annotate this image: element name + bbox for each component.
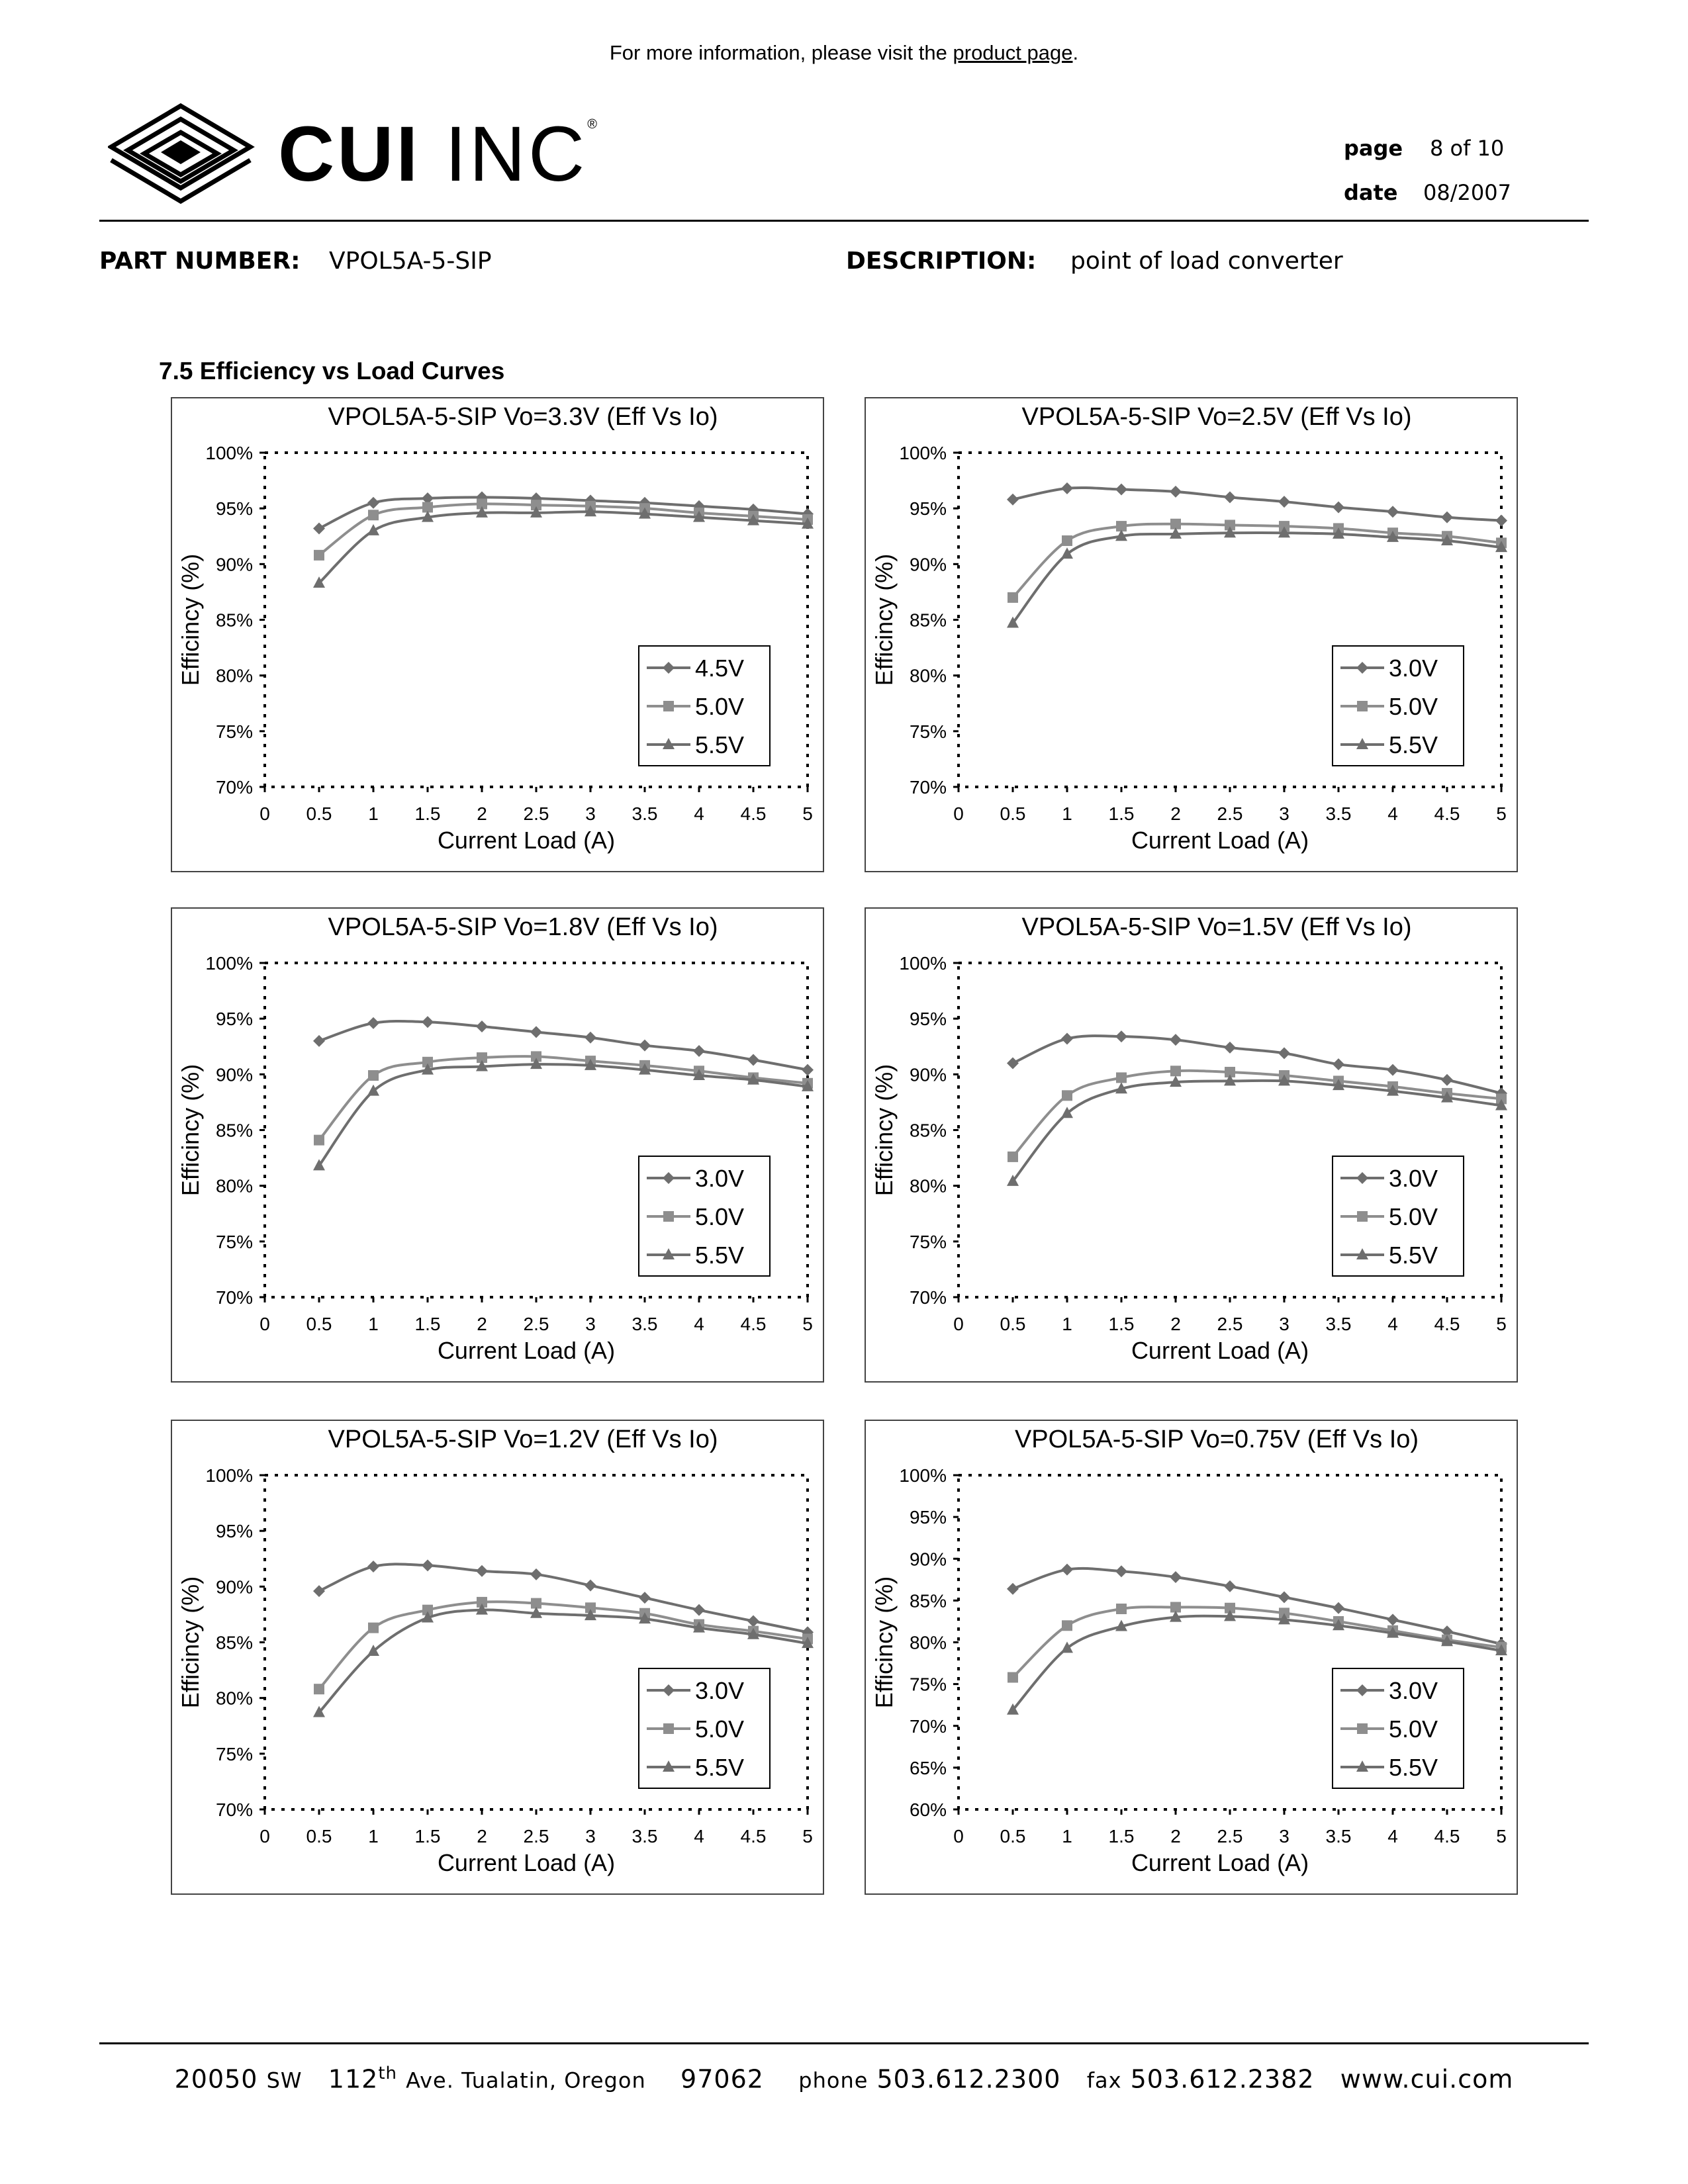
y-tick-label: 80%	[909, 1175, 947, 1197]
y-tick-label: 85%	[215, 1632, 253, 1653]
y-tick-label: 75%	[909, 721, 947, 742]
description-value: point of load converter	[1070, 248, 1343, 275]
y-tick-label: 80%	[215, 1688, 253, 1709]
data-point	[314, 550, 324, 561]
description-label: DESCRIPTION:	[846, 248, 1037, 275]
chart-title: VPOL5A-5-SIP Vo=1.2V (Eff Vs Io)	[328, 1426, 718, 1453]
x-axis-label: Current Load (A)	[1131, 1337, 1309, 1364]
note-suffix: .	[1072, 41, 1079, 64]
x-tick-label: 3	[585, 1314, 596, 1334]
legend-marker	[663, 1723, 674, 1734]
legend-label: 5.5V	[1389, 1242, 1438, 1269]
y-axis-label: Efficincy (%)	[870, 1064, 898, 1197]
data-point	[1007, 494, 1019, 506]
x-tick-label: 3.5	[1325, 803, 1352, 824]
x-tick-label: 3	[585, 803, 596, 824]
y-axis-label: Efficincy (%)	[870, 1576, 898, 1709]
chart-panel-vo-1.5v	[865, 907, 1518, 1383]
data-point	[1061, 1564, 1073, 1576]
legend-marker	[1357, 1211, 1368, 1222]
legend-label: 5.5V	[695, 1242, 745, 1269]
data-point	[1115, 484, 1127, 496]
series-line	[319, 1064, 808, 1165]
y-tick-label: 75%	[215, 721, 253, 742]
x-tick-label: 1.5	[1108, 1314, 1135, 1334]
legend-label: 5.0V	[695, 1715, 745, 1743]
y-tick-label: 95%	[909, 1009, 947, 1030]
data-point	[1333, 1058, 1344, 1070]
x-tick-label: 0.5	[1000, 1314, 1026, 1334]
y-tick-label: 70%	[215, 1799, 253, 1820]
x-tick-label: 0.5	[1000, 803, 1026, 824]
data-point	[1061, 482, 1073, 494]
legend-label: 5.5V	[695, 1754, 745, 1781]
footer-divider	[99, 2042, 1589, 2044]
series-line	[1013, 488, 1501, 521]
legend-label: 5.0V	[1389, 693, 1438, 720]
x-axis-label: Current Load (A)	[437, 1849, 616, 1876]
data-point	[1008, 592, 1018, 603]
x-tick-label: 2.5	[523, 803, 549, 824]
y-tick-label: 70%	[215, 1287, 253, 1308]
x-tick-label: 1.5	[414, 1314, 441, 1334]
legend-label: 5.5V	[695, 731, 745, 758]
y-tick-label: 85%	[909, 1590, 947, 1612]
x-axis-label: Current Load (A)	[1131, 1849, 1309, 1876]
data-point	[1387, 1064, 1399, 1076]
footer-zip: 97062	[680, 2064, 764, 2094]
chart-title: VPOL5A-5-SIP Vo=3.3V (Eff Vs Io)	[328, 403, 718, 431]
data-point	[530, 1569, 542, 1580]
product-page-note	[0, 41, 1688, 65]
x-tick-label: 3.5	[632, 1826, 658, 1846]
x-tick-label: 1.5	[1108, 1826, 1135, 1846]
legend-label: 4.5V	[695, 655, 745, 682]
data-point	[367, 1561, 379, 1572]
series-line	[1013, 1569, 1501, 1644]
data-point	[314, 1684, 324, 1694]
x-tick-label: 5	[1496, 1826, 1507, 1846]
logo-wordmark	[278, 109, 600, 199]
x-tick-label: 2	[1170, 1826, 1181, 1846]
data-point	[693, 1045, 705, 1057]
x-tick-label: 2.5	[1217, 1826, 1243, 1846]
x-tick-label: 0.5	[306, 1314, 332, 1334]
data-point	[1062, 1620, 1072, 1631]
footer-fax-label: fax	[1086, 2068, 1122, 2093]
y-tick-label: 90%	[909, 1064, 947, 1085]
x-tick-label: 1.5	[414, 1826, 441, 1846]
x-tick-label: 3.5	[632, 803, 658, 824]
series-line	[319, 1564, 808, 1632]
x-tick-label: 3.5	[1325, 1314, 1352, 1334]
y-tick-label: 90%	[215, 1064, 253, 1085]
legend-label: 5.5V	[1389, 1754, 1438, 1781]
footer-fax-value: 503.612.2382	[1130, 2064, 1315, 2094]
chart-title: VPOL5A-5-SIP Vo=1.8V (Eff Vs Io)	[328, 913, 718, 941]
x-tick-label: 0.5	[306, 803, 332, 824]
y-tick-label: 80%	[909, 665, 947, 686]
legend-label: 5.0V	[1389, 1203, 1438, 1230]
data-point	[1116, 1072, 1127, 1083]
note-prefix: For more information, please visit the	[609, 41, 947, 64]
y-tick-label: 70%	[909, 1287, 947, 1308]
y-tick-label: 90%	[909, 1549, 947, 1570]
data-point	[585, 1580, 596, 1592]
y-tick-label: 100%	[899, 443, 947, 463]
data-point	[1115, 1030, 1127, 1042]
y-tick-label: 100%	[205, 1465, 253, 1486]
footer-street-num: 20050	[174, 2064, 258, 2094]
x-tick-label: 3	[1279, 1826, 1289, 1846]
data-point	[476, 1565, 488, 1577]
chart-title: VPOL5A-5-SIP Vo=0.75V (Eff Vs Io)	[1014, 1426, 1419, 1453]
x-tick-label: 4.5	[1434, 803, 1460, 824]
y-tick-label: 80%	[909, 1632, 947, 1653]
y-tick-label: 75%	[215, 1743, 253, 1764]
footer-street-dir: SW	[266, 2068, 303, 2093]
part-number-label: PART NUMBER:	[99, 248, 301, 275]
x-axis-label: Current Load (A)	[437, 827, 616, 854]
product-page-link[interactable]: product page	[953, 41, 1073, 64]
data-point	[313, 1035, 325, 1047]
data-point	[1224, 491, 1236, 503]
legend-label: 3.0V	[695, 1677, 745, 1704]
x-tick-label: 2.5	[523, 1826, 549, 1846]
x-tick-label: 1	[368, 1314, 379, 1334]
series-3.0V	[1007, 482, 1507, 527]
page-label: page	[1344, 136, 1403, 161]
data-point	[1333, 1602, 1344, 1614]
y-tick-label: 95%	[215, 498, 253, 520]
series-line	[1013, 524, 1501, 598]
y-tick-label: 70%	[909, 1715, 947, 1737]
registered-mark: ®	[587, 117, 600, 132]
series-line	[1013, 1071, 1501, 1157]
legend-label: 3.0V	[1389, 1165, 1438, 1192]
data-point	[1387, 506, 1399, 518]
date-label: date	[1344, 180, 1398, 205]
data-point	[313, 1585, 325, 1597]
x-tick-label: 2	[477, 803, 487, 824]
x-tick-label: 5	[802, 803, 813, 824]
x-tick-label: 3.5	[1325, 1826, 1352, 1846]
y-tick-label: 70%	[909, 777, 947, 797]
y-tick-label: 75%	[909, 1231, 947, 1252]
data-point	[1008, 1152, 1018, 1162]
y-axis-label: Efficincy (%)	[177, 553, 204, 686]
data-point	[368, 510, 379, 520]
x-tick-label: 2	[1170, 803, 1181, 824]
y-axis-label: Efficincy (%)	[177, 1064, 204, 1197]
data-point	[639, 1592, 651, 1604]
data-point	[1495, 515, 1507, 527]
data-point	[1170, 486, 1182, 498]
y-axis-label: Efficincy (%)	[870, 553, 898, 686]
data-point	[1062, 1090, 1072, 1101]
data-point	[1170, 1571, 1182, 1583]
x-axis-label: Current Load (A)	[1131, 827, 1309, 854]
chart-panel-vo-1.8v	[171, 907, 824, 1383]
legend-label: 5.5V	[1389, 731, 1438, 758]
y-axis-label: Efficincy (%)	[177, 1576, 204, 1709]
data-point	[1387, 1614, 1399, 1625]
footer-phone-label: phone	[798, 2068, 868, 2093]
header-divider	[99, 220, 1589, 222]
data-point	[530, 1026, 542, 1038]
x-tick-label: 0	[259, 1826, 270, 1846]
x-tick-label: 4.5	[740, 1826, 767, 1846]
data-point	[1061, 547, 1073, 559]
y-tick-label: 60%	[909, 1799, 947, 1820]
data-point	[1115, 1565, 1127, 1577]
x-axis-label: Current Load (A)	[437, 1337, 616, 1364]
x-tick-label: 3	[585, 1826, 596, 1846]
chart-panel-vo-0.75v	[865, 1420, 1518, 1895]
x-tick-label: 4	[1387, 1826, 1398, 1846]
y-tick-label: 90%	[909, 554, 947, 575]
data-point	[367, 1017, 379, 1029]
y-tick-label: 75%	[215, 1231, 253, 1252]
y-tick-label: 90%	[215, 554, 253, 575]
data-point	[802, 1064, 814, 1076]
x-tick-label: 4.5	[1434, 1314, 1460, 1334]
data-point	[313, 522, 325, 534]
data-point	[1170, 1034, 1182, 1046]
x-tick-label: 2.5	[1217, 1314, 1243, 1334]
x-tick-label: 4.5	[740, 1314, 767, 1334]
data-point	[1007, 1058, 1019, 1069]
y-tick-label: 85%	[909, 1120, 947, 1141]
legend-marker	[1357, 1723, 1368, 1734]
data-point	[1441, 512, 1453, 523]
data-point	[422, 1559, 434, 1571]
x-tick-label: 5	[802, 1826, 813, 1846]
data-point	[476, 1021, 488, 1032]
chart-title: VPOL5A-5-SIP Vo=1.5V (Eff Vs Io)	[1021, 913, 1412, 941]
data-point	[1008, 1672, 1018, 1683]
data-point	[639, 1040, 651, 1052]
footer-ave-rest: Ave. Tualatin, Oregon	[406, 2068, 646, 2093]
y-tick-label: 65%	[909, 1757, 947, 1778]
data-point	[1062, 535, 1072, 546]
data-point	[1007, 1583, 1019, 1595]
y-tick-label: 100%	[899, 953, 947, 974]
x-tick-label: 1	[368, 803, 379, 824]
x-tick-label: 2.5	[523, 1314, 549, 1334]
data-point	[1441, 1074, 1453, 1086]
x-tick-label: 4	[1387, 803, 1398, 824]
legend-label: 5.0V	[695, 693, 745, 720]
x-tick-label: 4	[694, 1314, 704, 1334]
data-point	[1061, 1641, 1073, 1653]
series-3.0V	[1007, 1030, 1507, 1099]
footer-ave-num: 112	[328, 2064, 379, 2094]
x-tick-label: 1	[1062, 1314, 1072, 1334]
footer-ave-sup: th	[378, 2064, 397, 2083]
chart-title: VPOL5A-5-SIP Vo=2.5V (Eff Vs Io)	[1021, 403, 1412, 431]
series-3.0V	[313, 1559, 814, 1638]
data-point	[1224, 1042, 1236, 1054]
y-tick-label: 95%	[909, 498, 947, 520]
chart-vo-1.5v	[866, 909, 1517, 1381]
footer-website[interactable]: www.cui.com	[1340, 2064, 1514, 2094]
data-point	[1278, 1047, 1290, 1059]
chart-vo-1.2v	[172, 1421, 823, 1893]
chart-panel-vo-1.2v	[171, 1420, 824, 1895]
x-tick-label: 3	[1279, 1314, 1289, 1334]
x-tick-label: 4.5	[740, 803, 767, 824]
data-point	[693, 1604, 705, 1616]
legend-label: 5.0V	[1389, 1715, 1438, 1743]
date-value: 08/2007	[1423, 180, 1511, 205]
x-tick-label: 5	[1496, 803, 1507, 824]
x-tick-label: 5	[1496, 1314, 1507, 1334]
x-tick-label: 0	[259, 803, 270, 824]
logo-text-regular: INC	[445, 111, 588, 198]
x-tick-label: 0.5	[306, 1826, 332, 1846]
legend-marker	[663, 701, 674, 711]
data-point	[422, 1016, 434, 1028]
chart-vo-1.8v	[172, 909, 823, 1381]
footer-address	[0, 2064, 1688, 2094]
x-tick-label: 2	[477, 1826, 487, 1846]
x-tick-label: 0	[953, 1826, 964, 1846]
x-tick-label: 0	[259, 1314, 270, 1334]
series-line	[319, 1021, 808, 1070]
legend-label: 5.0V	[695, 1203, 745, 1230]
chart-panel-vo-3.3v	[171, 397, 824, 872]
data-point	[1278, 1591, 1290, 1603]
legend-label: 3.0V	[1389, 1677, 1438, 1704]
data-point	[368, 1070, 379, 1081]
legend-label: 3.0V	[695, 1165, 745, 1192]
series-5.0V	[1008, 519, 1507, 603]
data-point	[747, 1054, 759, 1066]
section-title: 7.5 Efficiency vs Load Curves	[159, 357, 505, 385]
data-point	[1224, 1580, 1236, 1592]
y-tick-label: 90%	[215, 1576, 253, 1598]
y-tick-label: 100%	[899, 1465, 947, 1486]
series-line	[1013, 533, 1501, 623]
chart-vo-0.75v	[866, 1421, 1517, 1893]
y-tick-label: 85%	[215, 1120, 253, 1141]
y-tick-label: 95%	[215, 1521, 253, 1542]
series-line	[319, 1056, 808, 1140]
x-tick-label: 5	[802, 1314, 813, 1334]
x-tick-label: 2	[477, 1314, 487, 1334]
y-tick-label: 100%	[205, 953, 253, 974]
data-point	[585, 1032, 596, 1044]
y-tick-label: 80%	[215, 665, 253, 686]
x-tick-label: 4	[694, 1826, 704, 1846]
page-value: 8 of 10	[1430, 136, 1505, 161]
y-tick-label: 100%	[205, 443, 253, 463]
y-tick-label: 95%	[215, 1009, 253, 1030]
data-point	[1116, 1604, 1127, 1614]
data-point	[367, 497, 379, 509]
x-tick-label: 4	[694, 803, 704, 824]
x-tick-label: 4	[1387, 1314, 1398, 1334]
x-tick-label: 0	[953, 803, 964, 824]
chart-vo-3.3v	[172, 398, 823, 871]
y-tick-label: 95%	[909, 1507, 947, 1528]
data-point	[1278, 496, 1290, 508]
logo-text-bold: CUI	[278, 111, 421, 198]
legend-label: 3.0V	[1389, 655, 1438, 682]
x-tick-label: 3.5	[632, 1314, 658, 1334]
x-tick-label: 4.5	[1434, 1826, 1460, 1846]
x-tick-label: 0	[953, 1314, 964, 1334]
y-tick-label: 85%	[909, 610, 947, 631]
x-tick-label: 1	[1062, 1826, 1072, 1846]
data-point	[368, 1623, 379, 1633]
y-tick-label: 75%	[909, 1674, 947, 1695]
x-tick-label: 2	[1170, 1314, 1181, 1334]
x-tick-label: 3	[1279, 803, 1289, 824]
x-tick-label: 2.5	[1217, 803, 1243, 824]
x-tick-label: 1	[368, 1826, 379, 1846]
chart-panel-vo-2.5v	[865, 397, 1518, 872]
footer-phone-value: 503.612.2300	[876, 2064, 1061, 2094]
data-point	[1170, 1066, 1181, 1076]
series-5.5V	[313, 505, 814, 588]
x-tick-label: 1.5	[1108, 803, 1135, 824]
series-5.5V	[1007, 526, 1507, 627]
part-number-value: VPOL5A-5-SIP	[329, 248, 492, 275]
data-point	[314, 1135, 324, 1146]
y-tick-label: 80%	[215, 1175, 253, 1197]
chart-vo-2.5v	[866, 398, 1517, 871]
data-point	[747, 1615, 759, 1627]
y-tick-label: 85%	[215, 610, 253, 631]
legend-marker	[1357, 701, 1368, 711]
data-point	[1061, 1032, 1073, 1044]
x-tick-label: 0.5	[1000, 1826, 1026, 1846]
y-tick-label: 70%	[215, 777, 253, 797]
x-tick-label: 1.5	[414, 803, 441, 824]
data-point	[1333, 501, 1344, 513]
legend-marker	[663, 1211, 674, 1222]
series-line	[319, 512, 808, 583]
x-tick-label: 1	[1062, 803, 1072, 824]
